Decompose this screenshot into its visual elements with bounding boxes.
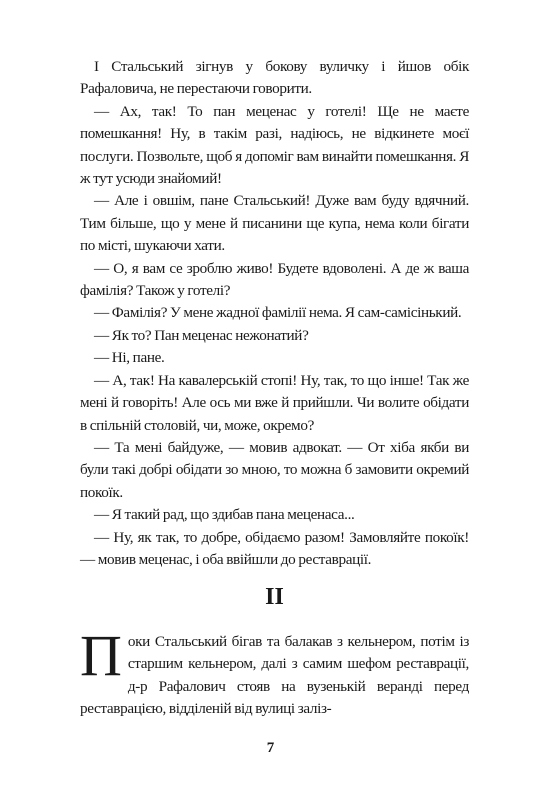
- page-number: 7: [266, 740, 275, 756]
- paragraph-1: І Стальський зігнув у бокову вуличку і йшов обік Рафаловича, не перестаючи говорити.: [80, 58, 469, 98]
- paragraph-9: — Та мені байдуже, — мовив адвокат. — От хіба якби ви були такі добрі обідати зо мною, то можна б замовити окремий покоїк.: [80, 438, 469, 501]
- paragraph-3: — Але і овшім, пане Стальський! Дуже вам буду вдячний. Тим більше, що у мене й писанини ще купа, нема коли бігати по місті, шукаючи хати.: [80, 192, 469, 255]
- paragraph-8: — А, так! На кавалерській стопі! Ну, так, то що інше! Так же мені й говоріть! Але ось ми вже й прийшли. Чи волите обідати в спільній столовій, чи, може, окремо?: [80, 371, 469, 434]
- drop-cap: П: [80, 623, 122, 688]
- chapter-opening: [80, 623, 469, 721]
- paragraph-10: — Я такий рад, що здибав пана меценаса...: [94, 506, 355, 524]
- dialogue-text: [80, 56, 469, 571]
- chapter-paragraph-text: оки Стальський бігав та балакав з кельнером, потім із старшим кельнером, далі з самим шефом реставрації, д-р Рафалович стояв на вузенькій веранді перед реставрацією, відділеній від вулиці заліз-: [80, 633, 469, 718]
- chapter-heading: II: [265, 584, 284, 610]
- paragraph-2: — Ах, так! То пан меценас у готелі! Ще не маєте помешкання! Ну, в такім разі, надіюсь, не відкинете моєї послуги. Позвольте, щоб я допоміг вам винайти помешкання. Я ж тут усюди знайомий!: [80, 102, 469, 188]
- paragraph-7: — Ні, пане.: [94, 349, 165, 367]
- paragraph-5: — Фамілія? У мене жадної фамілії нема. Я сам-самісінький.: [94, 304, 462, 322]
- paragraph-6: — Як то? Пан меценас нежонатий?: [94, 326, 309, 344]
- paragraph-11: — Ну, як так, то добре, обідаємо разом! Замовляйте покоїк! — мовив меценас, і оба ввійшли до реставрації.: [80, 528, 469, 568]
- paragraph-4: — О, я вам се зроблю живо! Будете вдоволені. А де ж ваша фамілія? Також у готелі?: [80, 259, 469, 300]
- chapter-paragraph: [80, 623, 469, 721]
